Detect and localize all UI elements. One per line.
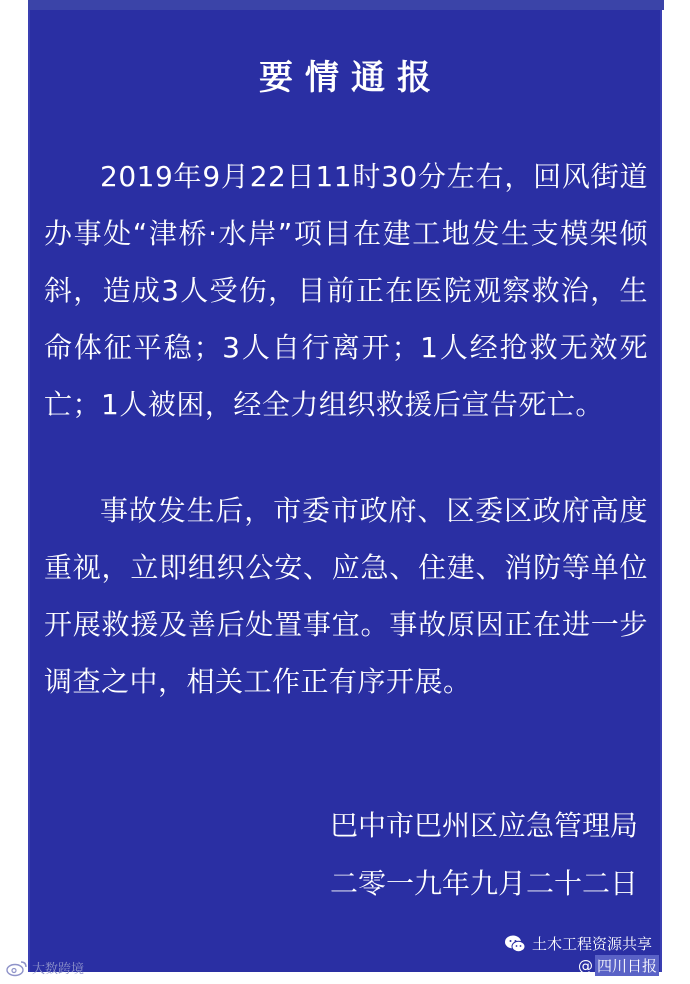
weibo-icon: [6, 959, 28, 977]
weibo-user-watermark: [6, 958, 84, 977]
wechat-account-name: 土木工程资源共享: [532, 935, 653, 953]
wechat-account-watermark: [504, 933, 652, 954]
notice-paragraph-1: 2019年9月22日11时30分左右，回风街道办事处“津桥·水岸”项目在建工地发生支模架倾斜，造成3人受伤，目前正在医院观察救治，生命体征平稳；3人自行离开；1人经抢救无效死亡；1人被困，经全力组织救援后宣告死亡。: [44, 160, 648, 421]
weibo-at-sign: @: [578, 956, 593, 975]
signature-date: 二零一九年九月二十二日: [329, 867, 638, 900]
notice-board: [28, 10, 662, 972]
weibo-user-name: 大数跨境: [32, 962, 85, 977]
weibo-source-watermark: [578, 955, 659, 976]
top-border-strip: [28, 0, 664, 10]
notice-paragraph-2: 事故发生后，市委市政府、区委区政府高度重视，立即组织公安、应急、住建、消防等单位开展救援及善后处置事宜。事故原因正在进一步调查之中，相关工作正有序开展。: [44, 494, 648, 698]
notice-title: 要情通报: [259, 58, 443, 98]
signature-organization: 巴中市巴州区应急管理局: [329, 809, 638, 842]
weibo-source-name: 四川日报: [597, 957, 658, 975]
wechat-icon: [504, 934, 526, 954]
